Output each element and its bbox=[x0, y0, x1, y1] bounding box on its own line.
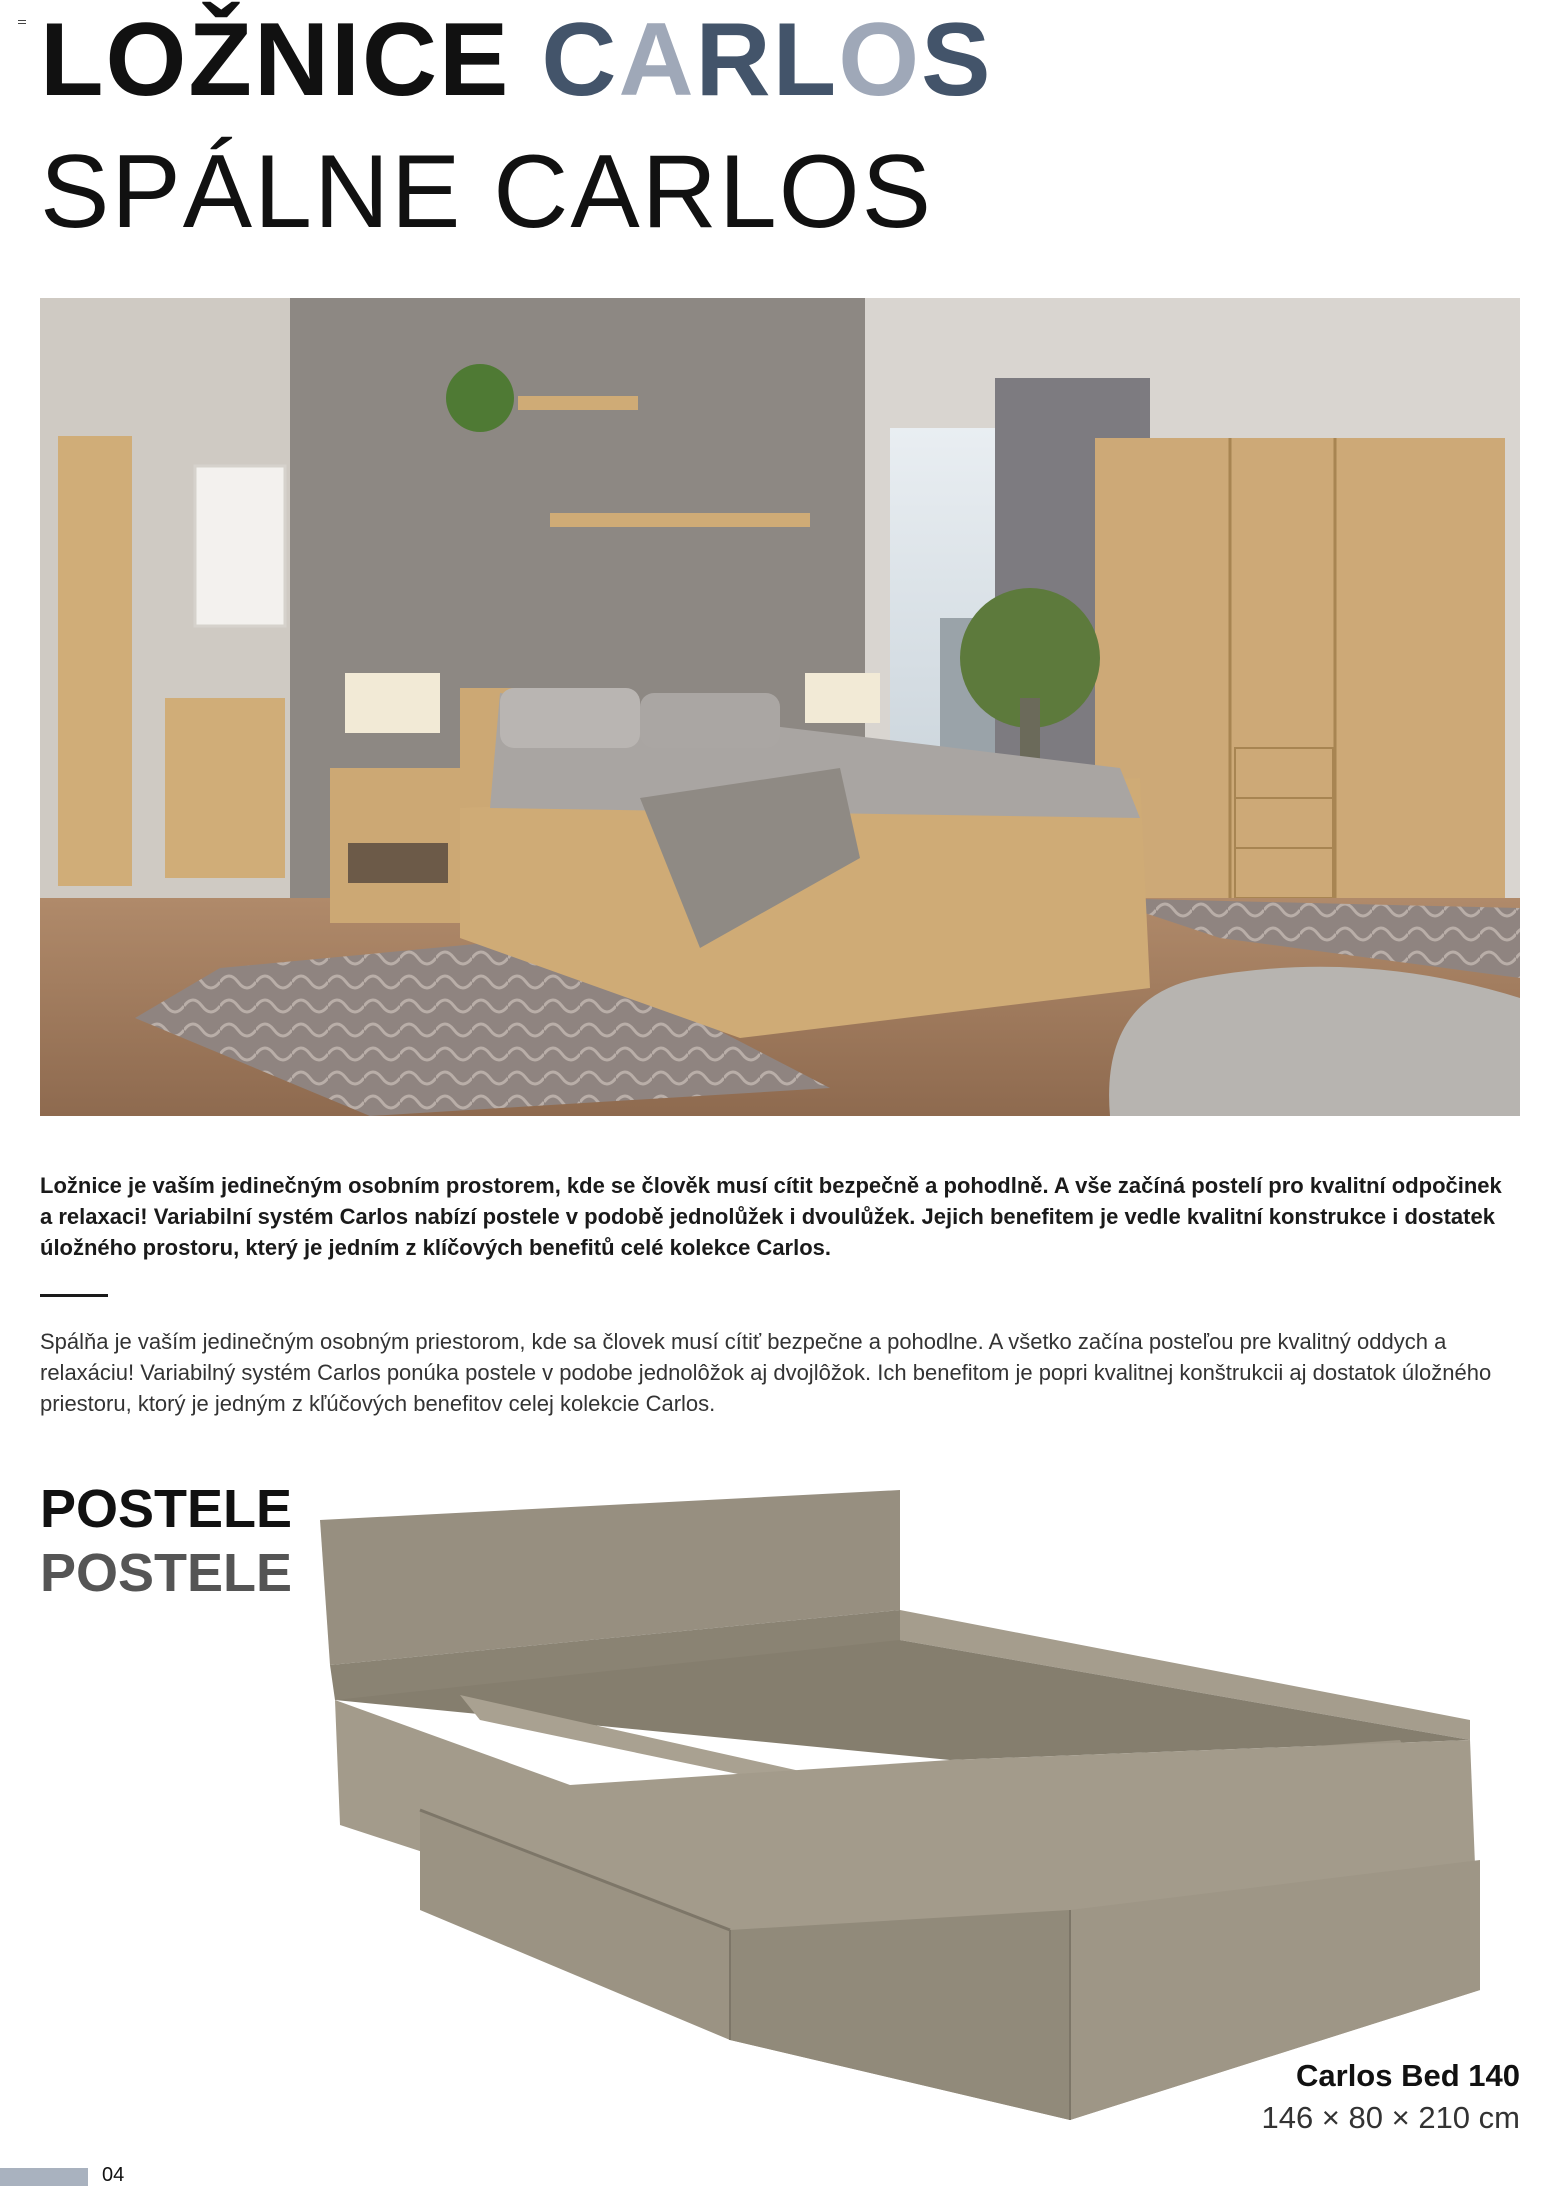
page-number: 04 bbox=[102, 2164, 125, 2186]
title-accent: CARLOS bbox=[541, 2, 993, 118]
product-dimensions: 146 × 80 × 210 cm bbox=[1261, 2100, 1520, 2135]
page-bar bbox=[0, 2168, 88, 2186]
corner-mark bbox=[18, 20, 26, 24]
section-heading-cz: POSTELE bbox=[40, 1479, 293, 1539]
intro-text-sk: Spálňa je vaším jedinečným osobným priestorom, kde sa človek musí cítiť bezpečne a pohodlne. A všetko začína posteľou pre kvalitný oddych a relaxáciu! Variabilný systém Carlos ponúka postele v podobe jednolôžok aj dvojlôžok. Ich benefitom je popri kvalitnej konštrukcii aj dostatok úložného priestoru, ktorý je jedným z kľúčových benefitov celej kolekcie Carlos. bbox=[40, 1329, 1492, 1416]
product-bed-photo bbox=[300, 1480, 1500, 2120]
section-heading-sk: POSTELE bbox=[40, 1543, 293, 1603]
text-divider bbox=[40, 1294, 108, 1297]
intro-text-cz: Ložnice je vaším jedinečným osobním prostorem, kde se člověk musí cítit bezpečně a pohodlně. A vše začíná postelí pro kvalitní odpočinek a relaxaci! Variabilní systém Carlos nabízí postele v podobě jednolůžek i dvoulůžek. Jejich benefitem je vedle kvalitní konstrukce i dostatek úložného prostoru, který je jedním z klíčových benefitů celé kolekce Carlos. bbox=[40, 1173, 1502, 1260]
bedroom-photo bbox=[40, 298, 1520, 1116]
page-subtitle: SPÁLNE CARLOS bbox=[40, 134, 933, 250]
page-title bbox=[40, 2, 993, 118]
title-main: LOŽNICE bbox=[40, 2, 511, 118]
product-name: Carlos Bed 140 bbox=[1296, 2058, 1520, 2093]
